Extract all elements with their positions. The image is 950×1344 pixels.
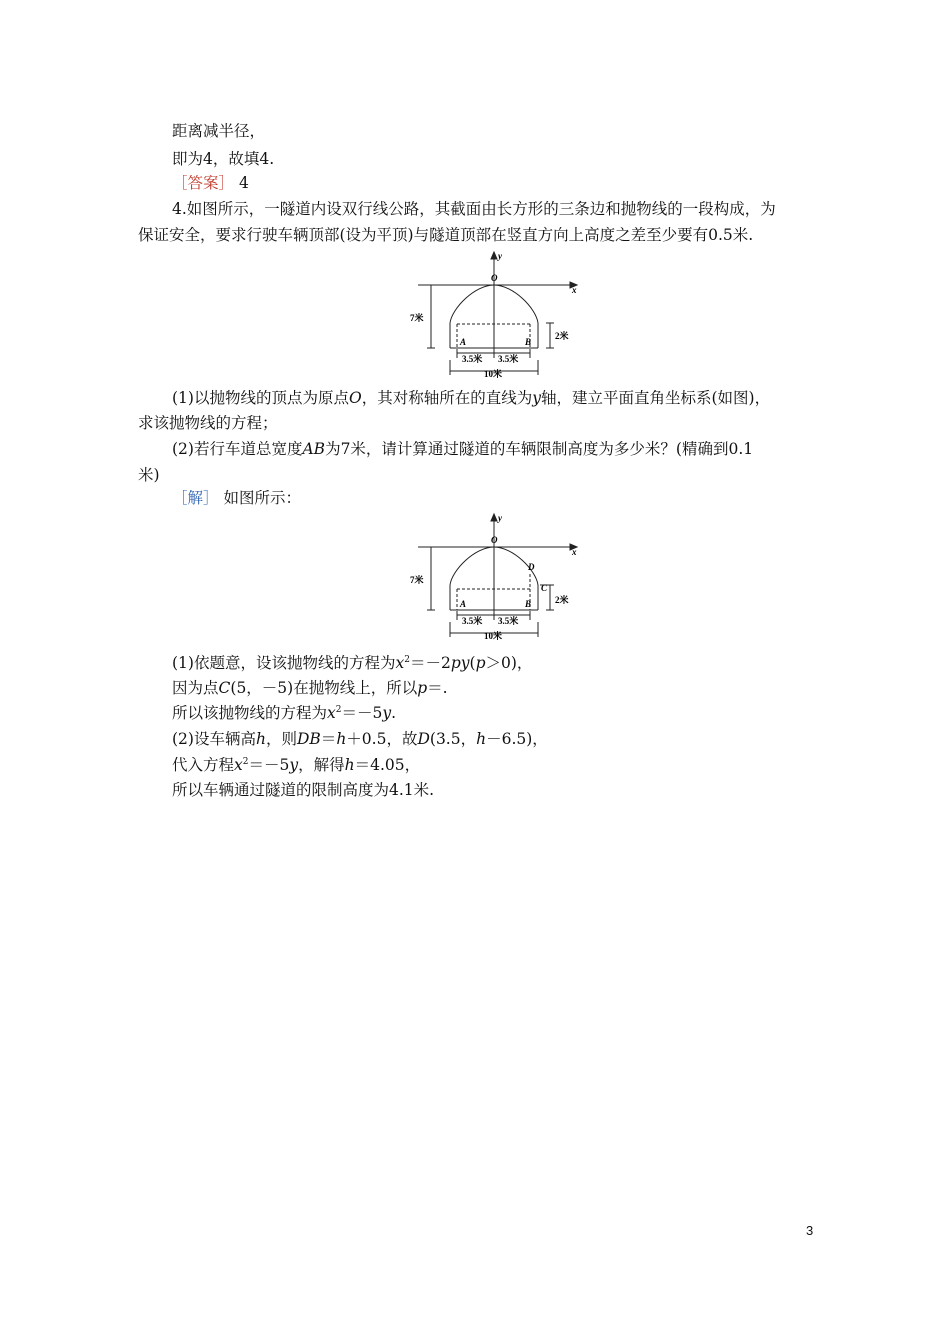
text-span: ＝－5 <box>341 704 383 722</box>
exponent: 2 <box>242 757 249 767</box>
var-h: h <box>336 730 347 748</box>
height-2m-label: 2米 <box>555 331 569 341</box>
text-span: (2)若行车道总宽度 <box>172 440 303 458</box>
var-C: C <box>218 679 231 697</box>
solution-line-4 <box>172 729 548 749</box>
part1-line <box>172 388 770 408</box>
text-span: －6.5)， <box>486 730 548 748</box>
var-O: O <box>348 389 362 407</box>
var-h: h <box>344 756 355 774</box>
y-axis-label: y <box>498 513 502 523</box>
answer-line <box>172 173 249 193</box>
height-7m-label: 7米 <box>410 313 424 323</box>
text-span: ＝－2 <box>409 654 451 672</box>
var-x: x <box>327 704 336 722</box>
point-c-label: C <box>541 583 548 593</box>
text-line: 即为4，故填4. <box>172 150 275 168</box>
answer-tag: ［答案］ <box>172 174 235 192</box>
var-x: x <box>234 756 243 774</box>
point-a-label: A <box>460 337 467 347</box>
text-span: ＝4.05， <box>354 756 421 774</box>
part2-line2: 米) <box>138 466 160 484</box>
y-axis-arrow <box>491 514 497 521</box>
text-span: ，则 <box>265 730 297 748</box>
var-h: h <box>476 730 487 748</box>
part2-line <box>172 439 753 459</box>
text-span: 代入方程 <box>172 756 235 774</box>
var-p: p <box>417 679 428 697</box>
text-span: 轴，建立平面直角坐标系(如图)， <box>540 389 771 407</box>
exponent: 2 <box>335 705 342 715</box>
point-a-label: A <box>460 599 467 609</box>
exponent: 2 <box>404 655 410 665</box>
tunnel-figure-2 <box>400 512 590 642</box>
question-line: 保证安全，要求行驶车辆顶部(设为平顶)与隧道顶部在竖直方向上高度之差至少要有0.5米. <box>138 226 754 244</box>
text-span: (1)以抛物线的顶点为原点 <box>172 389 349 407</box>
solution-tag: ［解］ <box>172 489 219 507</box>
var-y: y <box>532 389 541 407</box>
text-span: (2)设车辆高 <box>172 730 256 748</box>
text-span: ，其对称轴所在的直线为 <box>361 389 533 407</box>
text-span: ＞0)， <box>485 654 533 672</box>
text-span: (3.5， <box>429 730 477 748</box>
text-span: ＝. <box>427 679 448 697</box>
var-h: h <box>255 730 266 748</box>
text-span: ＋0.5，故 <box>346 730 418 748</box>
answer-value: 4 <box>238 174 249 192</box>
y-axis-label: y <box>498 251 502 261</box>
origin-label: O <box>491 273 498 283</box>
text-span: ，解得 <box>298 756 345 774</box>
text-span: (1)依题意，设该抛物线的方程为 <box>172 654 396 672</box>
solution-line-3 <box>172 703 396 723</box>
text-span: ＝－5 <box>248 756 290 774</box>
text-span: . <box>391 704 397 722</box>
half-width-left-label: 3.5米 <box>462 616 483 626</box>
half-width-left-label: 3.5米 <box>462 354 483 364</box>
y-axis-arrow <box>491 252 497 259</box>
var-y: y <box>289 756 299 774</box>
x-axis-label: x <box>572 547 577 557</box>
point-d-label: D <box>528 562 535 572</box>
text-span: 因为点 <box>172 679 219 697</box>
part1-line2: 求该抛物线的方程； <box>138 414 278 432</box>
point-b-label: B <box>525 337 532 347</box>
var-D: D <box>417 730 430 748</box>
solution-line-1 <box>172 653 532 673</box>
solution-line-2 <box>172 678 448 698</box>
half-width-right-label: 3.5米 <box>498 354 519 364</box>
height-7m-label: 7米 <box>410 575 424 585</box>
var-AB: AB <box>302 440 326 458</box>
tunnel-figure-1 <box>400 250 590 380</box>
origin-label: O <box>491 535 498 545</box>
width-10m-label: 10米 <box>484 631 503 641</box>
text-line: 距离减半径， <box>172 122 266 140</box>
solution-header <box>172 488 301 508</box>
text-span: (5，－5)在抛物线上，所以 <box>230 679 418 697</box>
var-p: p <box>475 654 486 672</box>
var-x: x <box>395 654 405 672</box>
height-2m-label: 2米 <box>555 595 569 605</box>
solution-line-6: 所以车辆通过隧道的限制高度为4.1米. <box>172 781 435 799</box>
width-10m-label: 10米 <box>484 369 503 379</box>
text-span: ＝ <box>320 730 337 748</box>
half-width-right-label: 3.5米 <box>498 616 519 626</box>
var-py: py <box>450 654 470 672</box>
solution-intro: 如图所示： <box>223 489 301 507</box>
question-line: 4.如图所示，一隧道内设双行线公路，其截面由长方形的三条边和抛物线的一段构成，为 <box>172 200 776 218</box>
point-b-label: B <box>525 599 532 609</box>
text-span: 所以该抛物线的方程为 <box>172 704 328 722</box>
text-span: ( <box>469 654 476 672</box>
x-axis-label: x <box>572 285 577 295</box>
text-span: 为7米，请计算通过隧道的车辆限制高度为多少米？(精确到0.1 <box>325 440 754 458</box>
solution-line-5 <box>172 755 420 775</box>
var-DB: DB <box>296 730 321 748</box>
page-number: 3 <box>806 1223 814 1238</box>
var-y: y <box>382 704 392 722</box>
